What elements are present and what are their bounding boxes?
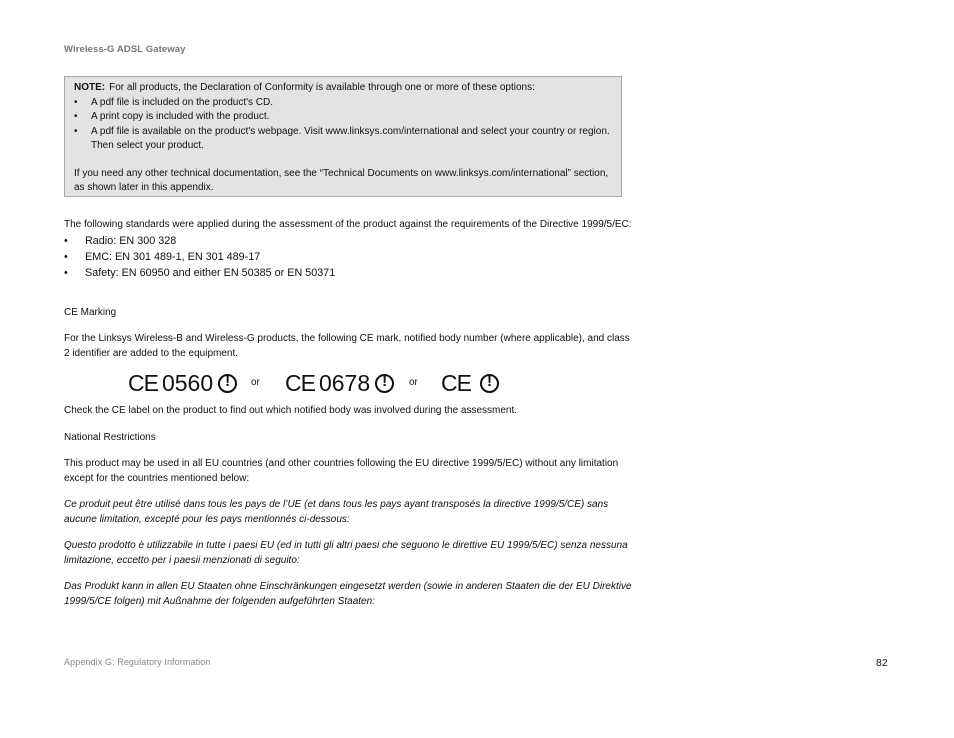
national-german: Das Produkt kann in allen EU Staaten ohne Einschränkungen eingesetzt werden (sowie in anderen Staaten die der EU Direktive 1999/5/CE folgen) mit Außnahme der folgenden aufgeführten Staaten: bbox=[64, 581, 632, 607]
ce-logo: CE bbox=[441, 369, 471, 396]
note-item: • A print copy is included with the product. bbox=[74, 110, 615, 125]
note-list bbox=[74, 96, 615, 154]
note-label: NOTE: bbox=[74, 82, 106, 93]
ce-logo: CE bbox=[285, 369, 315, 396]
ce-mark-0560 bbox=[128, 370, 237, 396]
ce-mark-0678 bbox=[285, 370, 394, 396]
ce-mark-plain bbox=[441, 370, 499, 396]
standards-intro: The following standards were applied during the assessment of the product against the requirements of the Directive 1999/5/EC: bbox=[64, 219, 632, 230]
standards-section bbox=[64, 218, 634, 281]
national-restrictions-heading: National Restrictions bbox=[64, 432, 156, 443]
standard-item: • Safety: EN 60950 and either EN 50385 or EN 50371 bbox=[64, 265, 634, 281]
notified-body-number: 0678 bbox=[318, 369, 371, 396]
note-intro-text: For all products, the Declaration of Conformity is available through one or more of these options: bbox=[109, 82, 535, 93]
note-item: • A pdf file is included on the product's CD. bbox=[74, 96, 615, 111]
ce-marking-heading: CE Marking bbox=[64, 307, 117, 318]
note-box bbox=[64, 76, 622, 197]
national-italian: Questo prodotto è utilizzabile in tutte i paesi EU (ed in tutti gli altri paesi che seguono le direttive EU 1999/5/EC) senza nessuna limitazione, eccetto per i paesii menzionati di seguito: bbox=[64, 540, 628, 566]
or-separator: or bbox=[251, 377, 260, 388]
notified-body-number: 0560 bbox=[161, 369, 214, 396]
alert-circle-icon bbox=[375, 374, 394, 393]
national-french: Ce produit peut être utilisé dans tous les pays de l’UE (et dans tous les pays ayant transposés la directive 1999/5/CE) sans aucune limitation, excepté pour les pays mentionnés ci-dessous: bbox=[64, 499, 609, 525]
standards-list bbox=[64, 233, 634, 281]
ce-logo: CE bbox=[128, 369, 158, 396]
page-number: 82 bbox=[876, 657, 888, 669]
running-header: Wireless-G ADSL Gateway bbox=[64, 44, 186, 55]
alert-circle-icon bbox=[480, 374, 499, 393]
ce-marking-text: For the Linksys Wireless-B and Wireless-G products, the following CE mark, notified body number (where applicable), and class 2 identifier are added to the equipment. bbox=[64, 333, 630, 359]
standard-item: • EMC: EN 301 489-1, EN 301 489-17 bbox=[64, 249, 634, 265]
national-english: This product may be used in all EU countries (and other countries following the EU directive 1999/5/EC) without any limitation except for the countries mentioned below: bbox=[64, 458, 619, 484]
standard-item: • Radio: EN 300 328 bbox=[64, 233, 634, 249]
note-item: • A pdf file is available on the product's webpage. Visit www.linksys.com/international and select your country or region. Then select your product. bbox=[74, 125, 615, 154]
note-footer: If you need any other technical documentation, see the “Technical Documents on www.linksys.com/international” section, as shown later in this appendix. bbox=[74, 167, 609, 193]
or-separator: or bbox=[409, 377, 418, 388]
running-footer: Appendix G: Regulatory Information bbox=[64, 657, 211, 667]
note-intro bbox=[74, 81, 615, 96]
alert-circle-icon bbox=[218, 374, 237, 393]
ce-check-text: Check the CE label on the product to find out which notified body was involved during the assessment. bbox=[64, 405, 518, 416]
